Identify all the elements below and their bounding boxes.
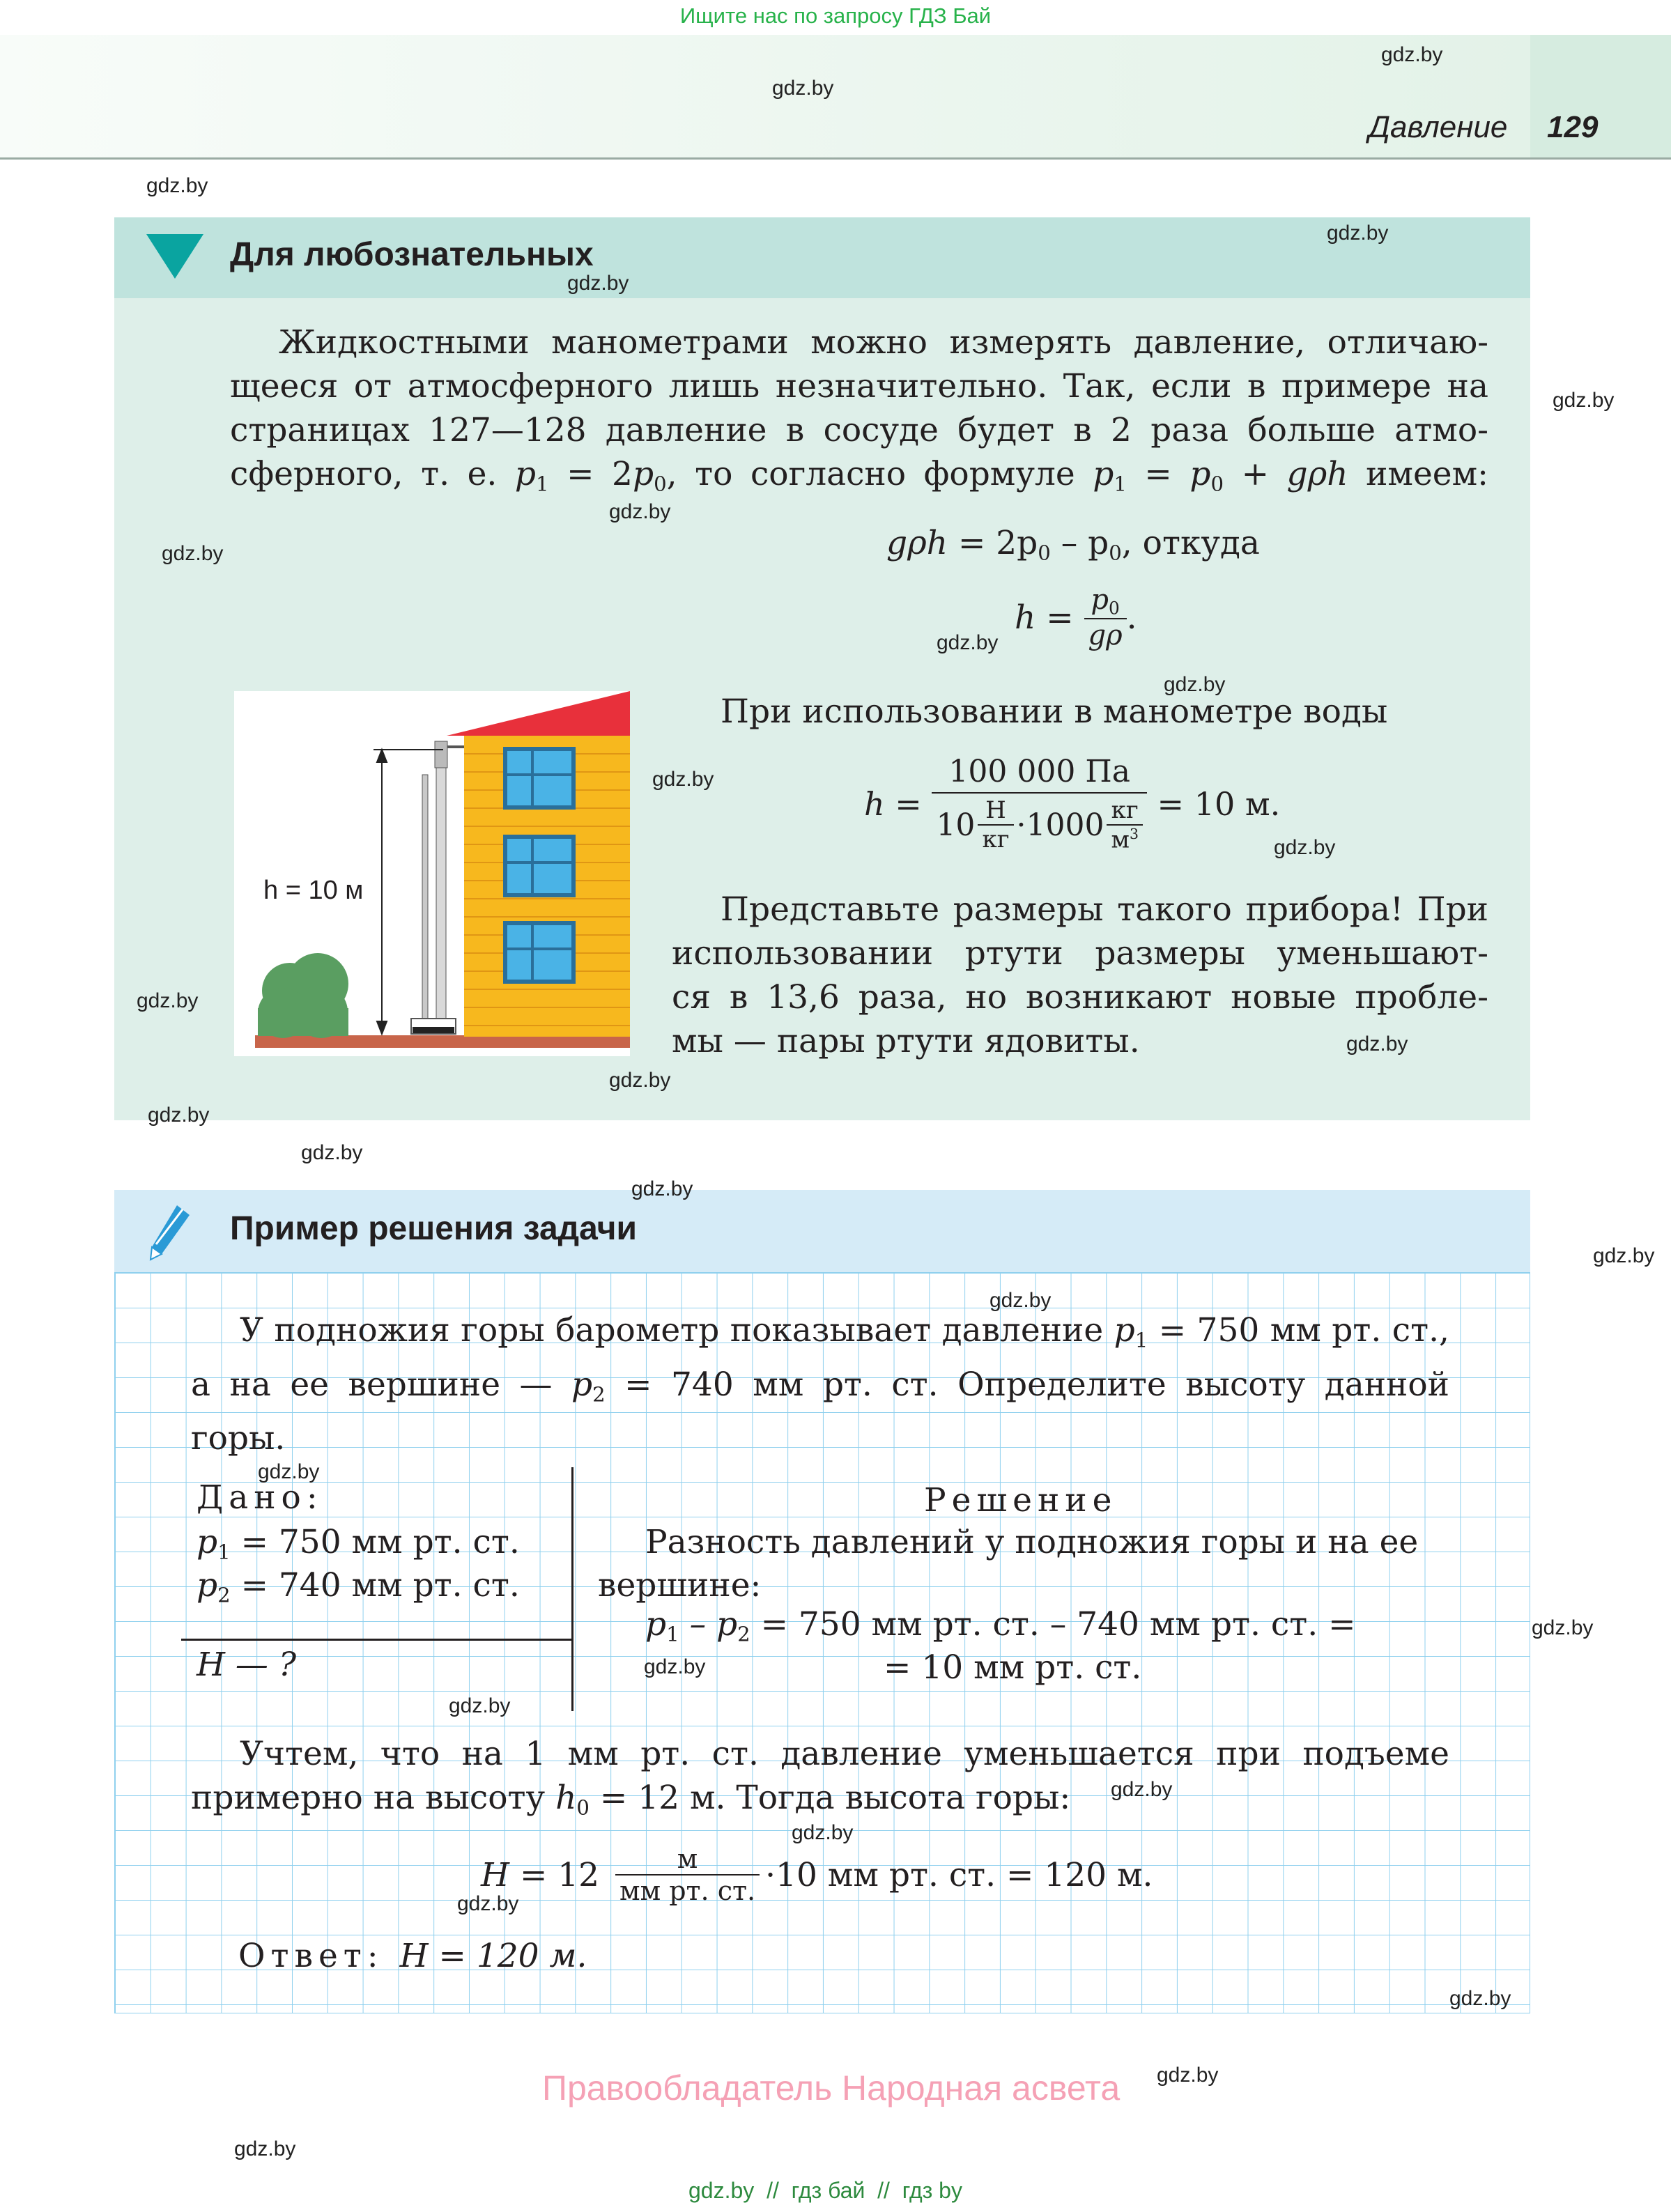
watermark: gdz.by xyxy=(1449,1987,1511,2010)
header-section-title: Давление xyxy=(1369,110,1508,144)
watermark: gdz.by xyxy=(1164,673,1226,696)
watermark: gdz.by xyxy=(644,1655,706,1678)
window-icon xyxy=(503,747,576,810)
solution-line-4: = 10 мм рт. ст. xyxy=(884,1648,1142,1687)
text-line: использовании ртути размеры уменьшают- xyxy=(672,934,1488,973)
equation-h: h = $\frac{p_0}{g\rho}$ . xyxy=(1015,584,1137,652)
watermark: gdz.by xyxy=(989,1289,1052,1312)
watermark: gdz.by xyxy=(146,174,208,197)
watermark: gdz.by xyxy=(1157,2064,1219,2087)
watermark: gdz.by xyxy=(792,1821,854,1844)
watermark: gdz.by xyxy=(609,500,671,523)
water-text: При использовании в манометре воды xyxy=(721,693,1388,731)
watermark: gdz.by xyxy=(1381,43,1443,66)
watermark: gdz.by xyxy=(1327,222,1389,245)
page-number: 129 xyxy=(1547,110,1599,144)
equation-grho: $g\rho h = 2p_0 - p_0$, откуда xyxy=(886,524,1260,565)
watermark: gdz.by xyxy=(1274,836,1336,859)
text-line: а на ее вершине — $p_2 = 740$ мм рт. ст. Определите высоту данной xyxy=(191,1365,1450,1407)
watermark: gdz.by xyxy=(631,1177,693,1200)
given-divider xyxy=(181,1639,573,1641)
text-line: мы — пары ртути ядовиты. xyxy=(672,1022,1140,1060)
example-title: Пример решения задачи xyxy=(230,1210,638,1247)
given-p1: $p_1 = 750$ мм рт. ст. xyxy=(197,1523,520,1564)
watermark: gdz.by xyxy=(1111,1778,1173,1801)
solution-line-1: Разность давлений у подножия горы и на ее xyxy=(645,1523,1419,1561)
triangle-marker-icon xyxy=(146,234,203,279)
solution-line-3: $p_1 - p_2 = 750$ мм рт. ст. – 740 мм рт. ст. = xyxy=(645,1605,1356,1646)
solution-line-2: вершине: xyxy=(598,1566,762,1604)
copyright-footer: Правообладатель Народная асвета xyxy=(542,2068,1121,2107)
task-text xyxy=(191,1308,1449,1460)
given-p2: $p_2 = 740$ мм рт. ст. xyxy=(197,1566,520,1607)
text-line: страницах 127—128 давление в сосуде будет в 2 раза больше атмо- xyxy=(230,411,1488,449)
text-line: ся в 13,6 раза, но возникают новые пробле- xyxy=(672,978,1488,1016)
answer: Ответ: H = 120 м. xyxy=(238,1937,587,1975)
manometer-building-figure xyxy=(234,691,630,1056)
given-vertical-line xyxy=(571,1467,573,1711)
watermark: gdz.by xyxy=(1593,1244,1655,1267)
ground xyxy=(255,1035,630,1048)
watermark: gdz.by xyxy=(652,768,714,791)
text-line: горы. xyxy=(191,1419,286,1458)
watermark: gdz.by xyxy=(1346,1032,1408,1055)
page-header xyxy=(0,35,1530,157)
window-icon xyxy=(503,921,576,984)
bottom-links[interactable]: gdz.by // гдз бай // гдз by xyxy=(688,2178,962,2203)
watermark: gdz.by xyxy=(1553,389,1615,412)
watermark: gdz.by xyxy=(148,1104,210,1127)
watermark: gdz.by xyxy=(567,272,629,295)
watermark: gdz.by xyxy=(449,1694,511,1717)
watermark: gdz.by xyxy=(772,77,834,100)
curious-paragraph-1 xyxy=(230,320,1488,506)
given-title: Дано: xyxy=(197,1478,323,1517)
watermark: gdz.by xyxy=(258,1460,320,1483)
figure-label: h = 10 м xyxy=(263,876,364,905)
height-formula: H = 12 $\frac{м}{\text{мм рт. ст.}}$ ·10 мм рт. ст. = 120 м. xyxy=(481,1843,1153,1906)
watermark: gdz.by xyxy=(234,2137,296,2160)
watermark: gdz.by xyxy=(937,631,999,654)
text-line: Представьте размеры такого прибора! При xyxy=(721,890,1488,929)
text-line: сферного, т. е. $p_1 = 2p_0$, то согласно формуле $p_1 = p_0 + g\rho h$ имеем: xyxy=(230,455,1488,496)
text-line: примерно на высоту $h_0 = 12$ м. Тогда высота горы: xyxy=(191,1779,1071,1820)
curious-title: Для любознательных xyxy=(230,236,594,273)
equation-water-height: h = 100 000 Па 10 $\frac{Н}{кг}$ ·1000 $\frac{кг}{м^3}$ = 10 м. xyxy=(864,754,1281,854)
text-line: Жидкостными манометрами можно измерять давление, отличаю- xyxy=(279,323,1488,362)
watermark: gdz.by xyxy=(457,1892,519,1915)
text-line: щееся от атмосферного лишь незначительно. Так, если в примере на xyxy=(230,367,1488,405)
watermark: gdz.by xyxy=(137,989,199,1012)
watermark: gdz.by xyxy=(301,1141,363,1164)
watermark: gdz.by xyxy=(1532,1616,1594,1639)
pencil-icon xyxy=(146,1202,192,1262)
text-line: У подножия горы барометр показывает давление $p_1 = 750$ мм рт. ст., xyxy=(240,1311,1449,1352)
note-text xyxy=(191,1732,1449,1830)
window-icon xyxy=(503,835,576,897)
find-value: H — ? xyxy=(197,1646,297,1684)
text-line: Учтем, что на 1 мм рт. ст. давление уменьшается при подъеме xyxy=(240,1735,1449,1773)
watermark: gdz.by xyxy=(609,1069,671,1092)
header-divider xyxy=(0,157,1671,160)
watermark: gdz.by xyxy=(162,542,224,565)
solution-title: Решение xyxy=(924,1481,1118,1519)
top-banner[interactable]: Ищите нас по запросу ГДЗ Бай xyxy=(679,3,992,28)
